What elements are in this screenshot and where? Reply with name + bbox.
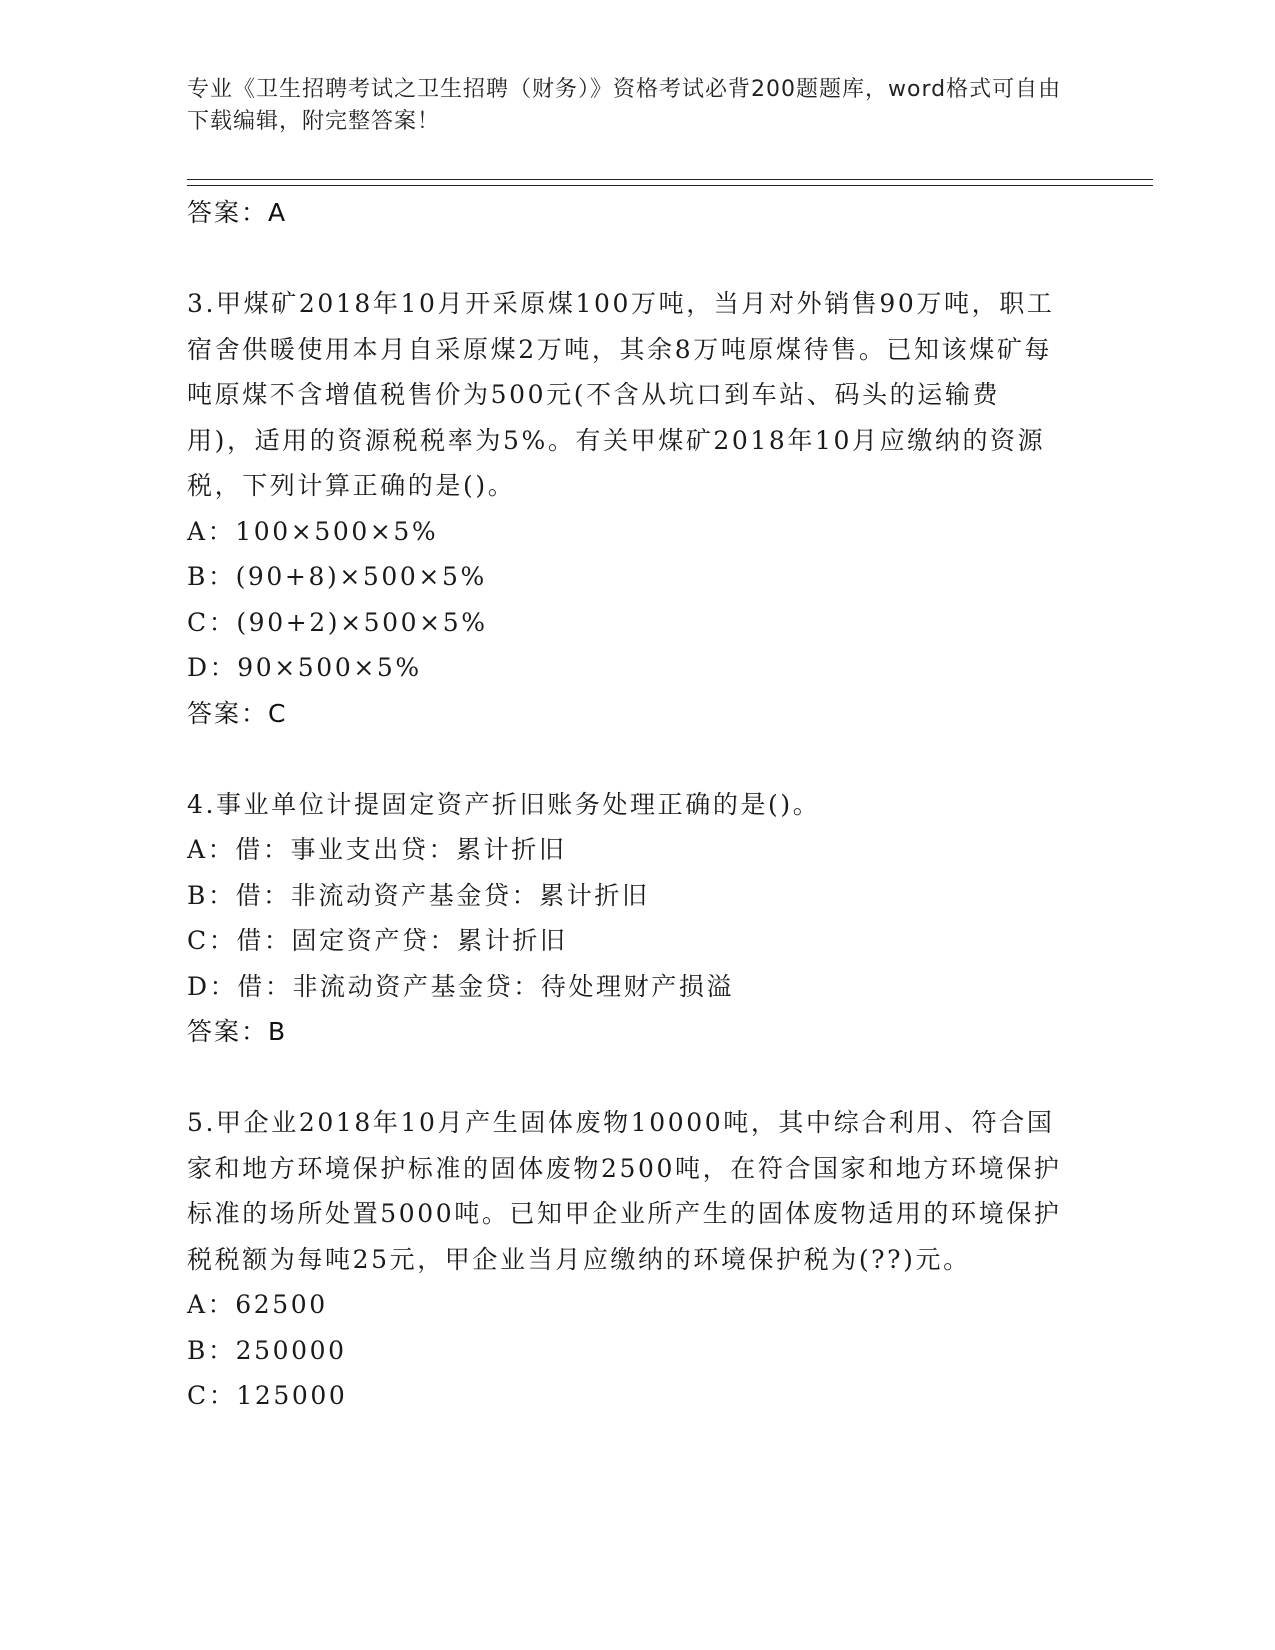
- header-rule-top: [187, 179, 1153, 180]
- question-text: 3.甲煤矿2018年10月开采原煤100万吨，当月对外销售90万吨，职工宿舍供暖使用本月自采原煤2万吨，其余8万吨原煤待售。已知该煤矿每吨原煤不含增值税售价为500元(不含从坑口到车站、码头的运输费用)，适用的资源税税率为5%。有关甲煤矿2018年10月应缴纳的资源税，下列计算正确的是()。: [187, 289, 1055, 500]
- document-header: 专业《卫生招聘考试之卫生招聘（财务）》资格考试必背200题题库，word格式可自由下载编辑，附完整答案！: [187, 77, 1062, 134]
- answer-line: 答案：C: [187, 698, 288, 728]
- option-b: B：借：非流动资产基金贷：累计折旧: [187, 880, 650, 910]
- option-c: C：借：固定资产贷：累计折旧: [187, 926, 568, 955]
- question-text: 4.事业单位计提固定资产折旧账务处理正确的是()。: [187, 789, 821, 819]
- option-a: A：62500: [187, 1290, 328, 1319]
- option-d: D：90×500×5%: [187, 653, 422, 682]
- option-a: A：借：事业支出贷：累计折旧: [187, 835, 567, 864]
- option-c: C：125000: [187, 1381, 348, 1410]
- option-b: B：250000: [187, 1335, 347, 1365]
- question-list: [187, 190, 1067, 1419]
- header-rule-bottom: [187, 185, 1153, 186]
- question-text: 5.甲企业2018年10月产生固体废物10000吨，其中综合利用、符合国家和地方环境保护标准的固体废物2500吨，在符合国家和地方环境保护标准的场所处置5000吨。已知甲企业所产生的固体废物适用的环境保护税税额为每吨25元，甲企业当月应缴纳的环境保护税为(??)元。: [187, 1108, 1062, 1274]
- option-b: B：(90+8)×500×5%: [187, 562, 487, 591]
- question-5: [187, 1100, 1067, 1419]
- option-a: A：100×500×5%: [187, 516, 439, 546]
- option-d: D：借：非流动资产基金贷：待处理财产损溢: [187, 971, 735, 1001]
- question-4: [187, 782, 1067, 1056]
- answer-line: 答案：B: [187, 1017, 288, 1046]
- question-3: [187, 281, 1067, 737]
- option-c: C：(90+2)×500×5%: [187, 607, 488, 637]
- previous-answer: 答案：A: [187, 198, 288, 227]
